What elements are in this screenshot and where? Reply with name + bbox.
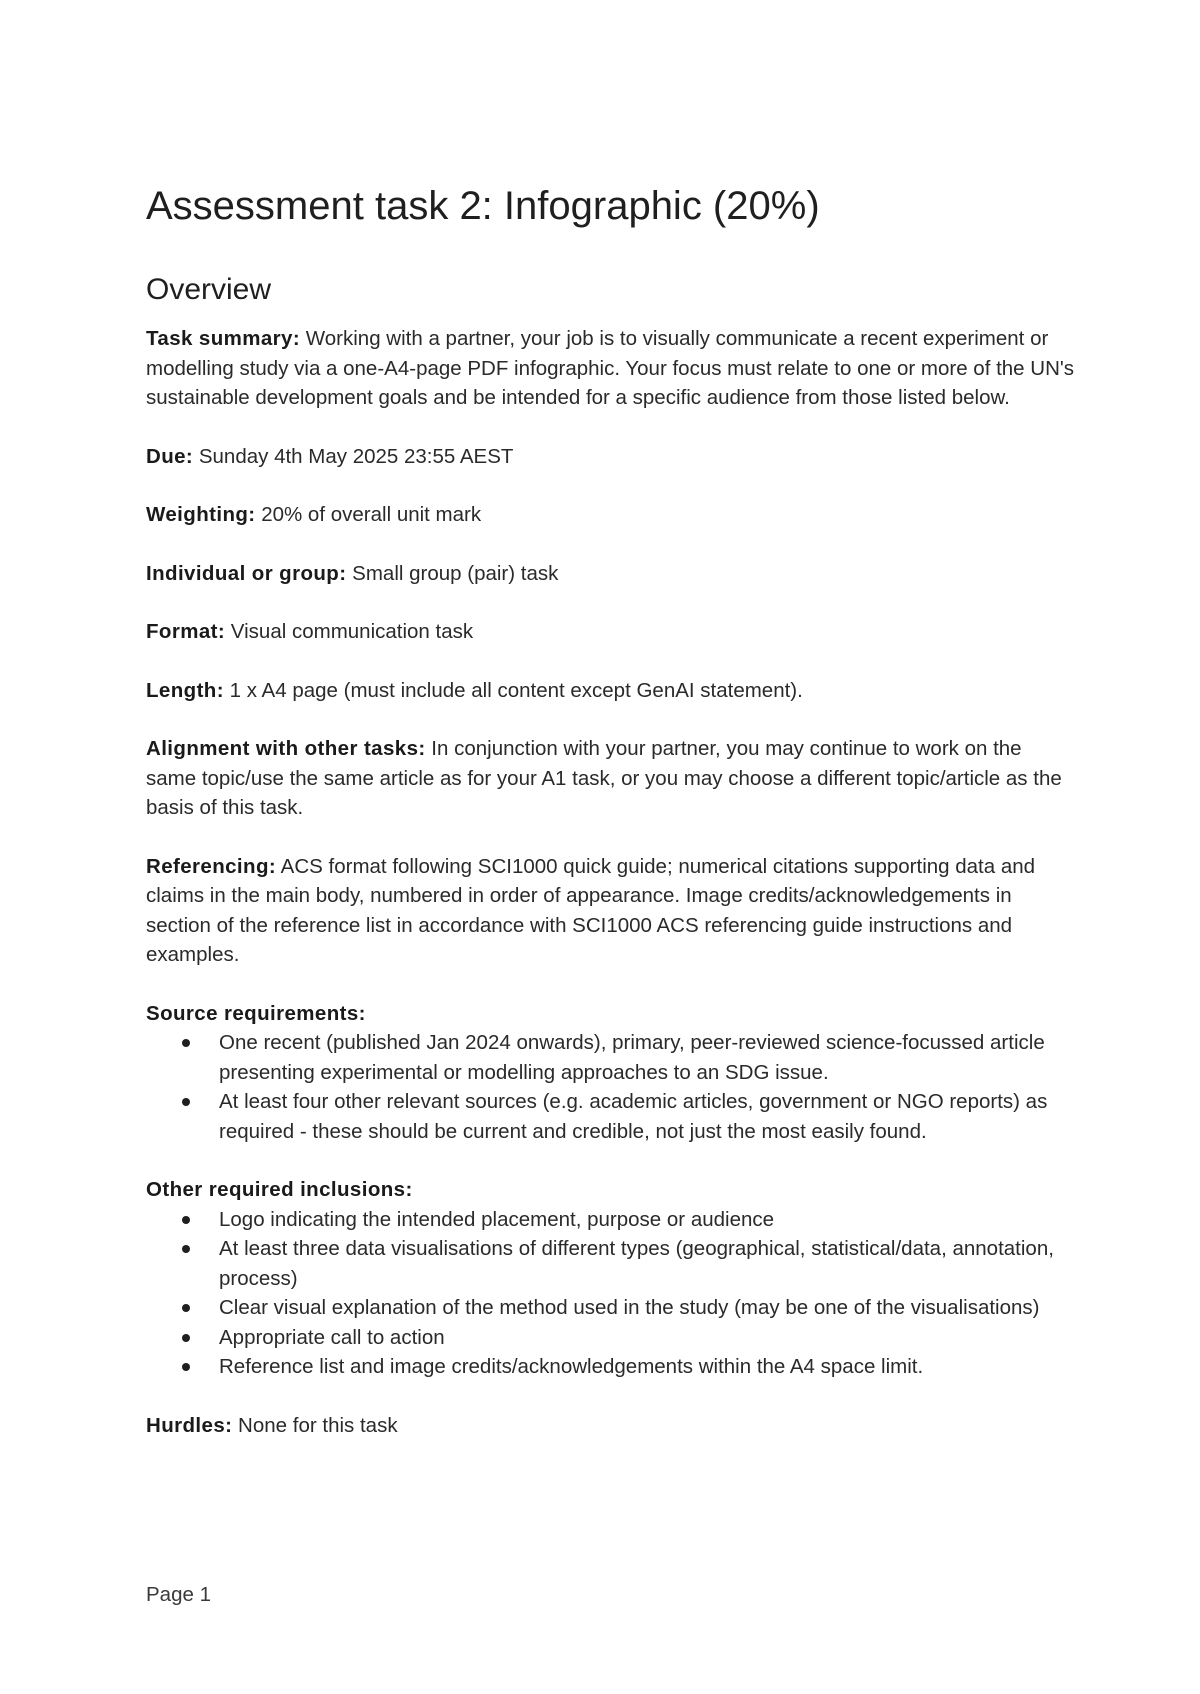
other-inclusions-list [146, 1205, 1076, 1382]
source-requirements-block [146, 999, 1076, 1147]
list-item [219, 1352, 1076, 1382]
field-individual-or-group [146, 559, 1076, 589]
source-requirements-list [146, 1028, 1076, 1146]
other-inclusions-block [146, 1175, 1076, 1382]
list-item-text: One recent (published Jan 2024 onwards), primary, peer-reviewed science-focussed article presenting experimental or modelling approaches to an SDG issue. [219, 1031, 1045, 1084]
field-label: Format: [146, 620, 226, 643]
bullet-icon [182, 1304, 190, 1312]
list-item [219, 1205, 1076, 1235]
field-label: Referencing: [146, 854, 277, 878]
bullet-icon [182, 1216, 190, 1224]
document-page [146, 180, 1076, 1440]
field-value: 1 x A4 page (must include all content except GenAI statement). [223, 678, 803, 702]
field-value: Sunday 4th May 2025 23:55 AEST [193, 444, 514, 468]
field-value: None for this task [232, 1413, 398, 1437]
bullet-icon [182, 1039, 190, 1047]
field-label: Alignment with other tasks: [146, 737, 426, 760]
field-weighting [146, 500, 1076, 530]
source-requirements-heading: Source requirements: [146, 1001, 366, 1025]
field-value: 20% of overall unit mark [255, 503, 482, 526]
list-item [219, 1323, 1076, 1353]
list-item [219, 1293, 1076, 1323]
section-heading-overview: Overview [146, 273, 272, 306]
bullet-icon [182, 1098, 190, 1106]
field-referencing [146, 852, 1076, 970]
list-item [219, 1234, 1076, 1293]
list-item-text: At least three data visualisations of different types (geographical, statistical/data, annotation, process) [219, 1237, 1054, 1290]
bullet-icon [182, 1363, 190, 1371]
bullet-icon [182, 1334, 190, 1342]
field-alignment [146, 734, 1076, 823]
field-label: Hurdles: [146, 1413, 233, 1437]
list-item-text: Logo indicating the intended placement, purpose or audience [219, 1207, 775, 1231]
field-format [146, 617, 1076, 647]
list-item [219, 1028, 1076, 1087]
other-inclusions-heading: Other required inclusions: [146, 1178, 413, 1201]
field-value: Small group (pair) task [346, 561, 559, 585]
field-value: In conjunction with your partner, you may continue to work on the same topic/use the same article as for your A1 task, or you may choose a different topic/article as the basis of this task. [146, 737, 1062, 819]
list-item-text: Reference list and image credits/acknowledgements within the A4 space limit. [219, 1355, 924, 1378]
field-hurdles [146, 1411, 1076, 1441]
field-task-summary [146, 324, 1076, 413]
field-value: Working with a partner, your job is to visually communicate a recent experiment or modelling study via a one-A4-page PDF infographic. Your focus must relate to one or more of the UN's sustainable development goals and be intended for a specific audience from those listed below. [146, 327, 1075, 409]
field-label: Length: [146, 678, 224, 702]
page-number: Page 1 [146, 1583, 211, 1606]
document-title: Assessment task 2: Infographic (20%) [146, 184, 820, 228]
list-item-text: At least four other relevant sources (e.g. academic articles, government or NGO reports) as required - these should be current and credible, not just the most easily found. [219, 1090, 1048, 1143]
field-label: Due: [146, 444, 194, 468]
list-item [219, 1087, 1076, 1146]
field-value: ACS format following SCI1000 quick guide; numerical citations supporting data and claims in the main body, numbered in order of appearance. Image credits/acknowledgements in section of the reference list in accordance with SCI1000 ACS referencing guide instructions and examples. [146, 854, 1036, 966]
bullet-icon [182, 1245, 190, 1253]
field-value: Visual communication task [225, 620, 474, 643]
field-label: Weighting: [146, 503, 256, 526]
field-length [146, 676, 1076, 706]
field-label: Individual or group: [146, 561, 347, 585]
list-item-text: Appropriate call to action [219, 1325, 445, 1349]
field-due [146, 442, 1076, 472]
field-label: Task summary: [146, 327, 301, 350]
list-item-text: Clear visual explanation of the method used in the study (may be one of the visualisations) [219, 1296, 1040, 1319]
